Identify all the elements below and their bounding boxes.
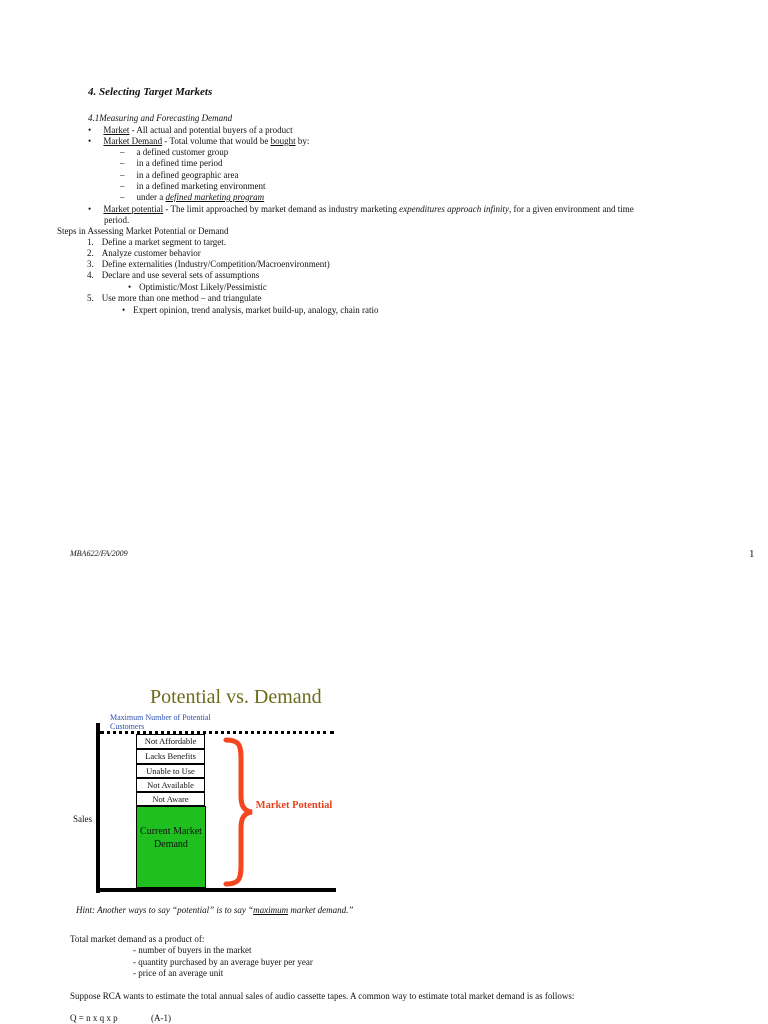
dash-icon: –	[120, 181, 125, 191]
market-potential-label: Market Potential	[255, 800, 333, 811]
product-item: - number of buyers in the market	[133, 945, 252, 955]
product-item: - price of an average unit	[133, 968, 224, 978]
bullet-icon: •	[88, 136, 92, 146]
segment-lacks-benefits: Lacks Benefits	[136, 749, 205, 764]
bullet-market	[88, 125, 293, 136]
hint-text: Hint: Another ways to say “potential” is to say “maximum market demand.”	[76, 905, 354, 915]
dash-icon: –	[120, 158, 125, 168]
bullet-icon: •	[88, 125, 92, 135]
max-customers-label: Maximum Number of Potential Customers	[110, 713, 211, 731]
term-market-demand: Market Demand	[103, 136, 163, 146]
product-item: - quantity purchased by an average buyer per year	[133, 957, 313, 967]
steps-heading: Steps in Assessing Market Potential or Demand	[57, 226, 229, 236]
step-item: 5. Use more than one method – and triangulate	[87, 293, 262, 303]
sales-axis-label: Sales	[73, 814, 92, 824]
step-item: 1. Define a market segment to target.	[87, 237, 227, 247]
segment-not-aware: Not Aware	[136, 792, 205, 806]
step-item: 4. Declare and use several sets of assumptions	[87, 270, 260, 280]
demand-item	[120, 170, 238, 181]
term-market-potential: Market potential	[103, 204, 164, 214]
definition-demand-pre: - Total volume that would be	[162, 136, 271, 146]
under-pre: under a	[136, 192, 166, 202]
segment-not-affordable: Not Affordable	[136, 734, 205, 749]
demand-item	[120, 181, 265, 192]
formula: Q = n x q x p	[70, 1013, 118, 1023]
demand-item-text: in a defined time period	[136, 158, 223, 168]
section-title: 4. Selecting Target Markets	[88, 86, 213, 98]
step-item: 3. Define externalities (Industry/Competition/Macroenvironment)	[87, 259, 330, 269]
rca-paragraph: Suppose RCA wants to estimate the total annual sales of audio cassette tapes. A common way to estimate total market demand is as follows:	[70, 991, 575, 1001]
definition-potential-cont: period.	[104, 215, 130, 225]
curly-brace-icon	[222, 736, 256, 888]
page-footer: MBA622/FA/2009	[70, 549, 128, 558]
demand-item	[120, 192, 264, 203]
formula-reference: (A-1)	[151, 1013, 171, 1023]
definition-market: - All actual and potential buyers of a product	[129, 125, 293, 135]
step-item: 2. Analyze customer behavior	[87, 248, 201, 258]
current-demand-label: Current Market Demand	[140, 826, 202, 850]
step-sub-item: • Optimistic/Most Likely/Pessimistic	[128, 282, 267, 292]
dash-icon: –	[120, 147, 125, 157]
bullet-market-potential	[88, 204, 634, 215]
demand-item	[120, 147, 228, 158]
bullet-market-demand	[88, 136, 309, 147]
demand-item-text: a defined customer group	[136, 147, 229, 157]
under-program: defined marketing program	[165, 192, 265, 202]
product-intro: Total market demand as a product of:	[70, 934, 205, 944]
y-axis	[96, 723, 100, 893]
bullet-icon: •	[88, 204, 92, 214]
definition-demand-underlined: bought	[270, 136, 296, 146]
bullet-icon: •	[122, 305, 126, 315]
definition-potential-post: , for a given environment and time	[508, 204, 634, 214]
segment-not-available: Not Available	[136, 778, 205, 792]
definition-potential-pre: - The limit approached by market demand as industry marketing	[163, 204, 400, 214]
page-number: 1	[749, 548, 755, 560]
subsection-heading: 4.1Measuring and Forecasting Demand	[88, 113, 233, 123]
segment-unable-to-use: Unable to Use	[136, 764, 205, 778]
figure-title: Potential vs. Demand	[150, 686, 322, 708]
dash-icon: –	[120, 192, 125, 202]
x-axis	[96, 888, 336, 892]
demand-item	[120, 158, 222, 169]
demand-item-text: in a defined marketing environment	[136, 181, 266, 191]
demand-item-text: in a defined geographic area	[136, 170, 239, 180]
bullet-icon: •	[128, 282, 132, 292]
definition-demand-post: by:	[295, 136, 310, 146]
step-sub-item: • Expert opinion, trend analysis, market build-up, analogy, chain ratio	[122, 305, 379, 315]
dash-icon: –	[120, 170, 125, 180]
term-market: Market	[103, 125, 130, 135]
definition-potential-italic: expenditures approach infinity	[399, 204, 509, 214]
